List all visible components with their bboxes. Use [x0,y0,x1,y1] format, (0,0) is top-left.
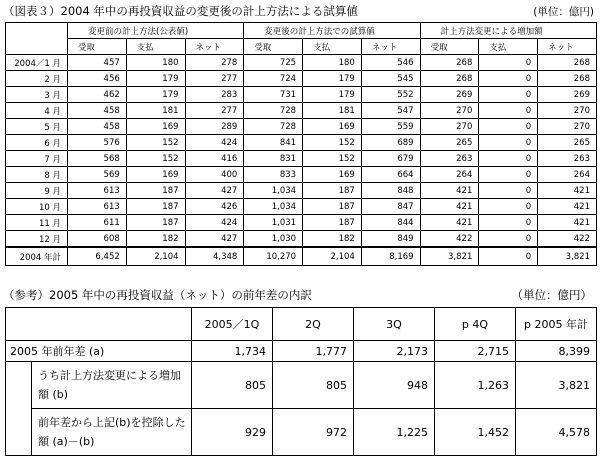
table-cell: 152 [303,151,362,167]
table-cell: 569 [68,167,127,183]
table-cell: 844 [361,215,420,231]
table-cell: 289 [185,119,244,135]
total-row [6,247,597,266]
table2-title: （参考）2005 年中の再投資収益（ネット）の前年差の内訳 [3,288,312,302]
table-cell: 263 [538,151,597,167]
table-cell: 179 [303,71,362,87]
table-cell: 731 [244,87,303,103]
table-row [6,103,597,119]
table-cell: 0 [479,151,538,167]
table-cell: 187 [303,215,362,231]
table-cell: 0 [479,135,538,151]
table-cell: 547 [361,103,420,119]
table-cell: 3,821 [516,362,597,409]
table-cell: 179 [126,87,185,103]
row-label: 10 月 [6,199,68,215]
table-row [6,199,597,215]
row-label: 5 月 [6,119,68,135]
table-cell: 421 [538,183,597,199]
subheader: 受取 [420,39,479,55]
table-cell: 559 [361,119,420,135]
row-label: 2005 年前年差 (a) [6,341,192,362]
table-cell: 948 [354,362,435,409]
table-cell: 187 [126,183,185,199]
table-cell: 424 [185,135,244,151]
table-cell: 0 [479,167,538,183]
subheader: 支払 [479,39,538,55]
table-cell: 179 [126,71,185,87]
table-cell: 268 [420,55,479,71]
table-cell: 3,821 [420,247,479,266]
group-header: 変更前の計上方法(公表値) [68,23,244,39]
table-cell: 2,173 [354,341,435,362]
corner-cell [6,23,68,55]
table-cell: 0 [479,71,538,87]
row-label: 11 月 [6,215,68,231]
column-header: 2Q [273,308,354,341]
table-cell: 0 [479,247,538,266]
table-row [6,119,597,135]
table-cell: 152 [126,151,185,167]
table-cell: 6,452 [68,247,127,266]
corner-cell [6,308,192,341]
table-cell: 847 [361,199,420,215]
table-cell: 187 [126,215,185,231]
table-cell: 848 [361,183,420,199]
table-cell: 841 [244,135,303,151]
table-cell: 805 [192,362,273,409]
table-cell: 181 [126,103,185,119]
table-cell: 421 [420,199,479,215]
table-row [6,409,597,456]
table-cell: 270 [538,119,597,135]
table-cell: 728 [244,103,303,119]
table-cell: 2,104 [126,247,185,266]
column-header: 2005／1Q [192,308,273,341]
table-cell: 269 [538,87,597,103]
table-cell: 0 [479,215,538,231]
column-header: p 2005 年計 [516,308,597,341]
table-cell: 611 [68,215,127,231]
table-cell: 1,034 [244,199,303,215]
reinvested-earnings-2005-breakdown-table [5,307,597,456]
reinvested-earnings-2004-table [5,22,597,266]
table-cell: 422 [420,231,479,248]
table-cell: 608 [68,231,127,248]
table-cell: 0 [479,199,538,215]
table-cell: 268 [538,55,597,71]
table-cell: 416 [185,151,244,167]
group-header: 変更後の計上方法での試算値 [244,23,420,39]
table-cell: 180 [126,55,185,71]
table-cell: 1,225 [354,409,435,456]
column-header: 3Q [354,308,435,341]
table-cell: 664 [361,167,420,183]
indent-cell [6,409,32,456]
row-label: 2 月 [6,71,68,87]
table-cell: 422 [538,231,597,248]
group-header: 計上方法変更による増加額 [420,23,596,39]
table-cell: 265 [538,135,597,151]
table-cell: 3,821 [538,247,597,266]
table-cell: 270 [538,103,597,119]
row-label: 2004 年計 [6,247,68,266]
table-cell: 278 [185,55,244,71]
table-cell: 169 [126,167,185,183]
table-row [6,341,597,362]
table-cell: 427 [185,183,244,199]
table-cell: 725 [244,55,303,71]
table-cell: 0 [479,87,538,103]
table-cell: 8,169 [361,247,420,266]
table-cell: 833 [244,167,303,183]
table-cell: 0 [479,119,538,135]
table-cell: 4,348 [185,247,244,266]
row-label: 3 月 [6,87,68,103]
table2-unit: （単位：億円） [511,288,592,302]
table-cell: 8,399 [516,341,597,362]
table-cell: 1,031 [244,215,303,231]
table-cell: 1,734 [192,341,273,362]
table-cell: 10,270 [244,247,303,266]
table-cell: 169 [303,119,362,135]
row-label: 12 月 [6,231,68,248]
table-cell: 277 [185,71,244,87]
table-cell: 264 [538,167,597,183]
indent-cell [6,362,32,409]
table-cell: 264 [420,167,479,183]
table-cell: 182 [303,231,362,248]
table-cell: 182 [126,231,185,248]
row-label: 8 月 [6,167,68,183]
table-row [6,231,597,248]
table-cell: 187 [126,199,185,215]
table-cell: 545 [361,71,420,87]
table-cell: 1,452 [435,409,516,456]
row-label: うち計上方法変更による増加額 (b) [32,362,192,409]
table-cell: 831 [244,151,303,167]
table-row [6,87,597,103]
table-cell: 724 [244,71,303,87]
table-row [6,362,597,409]
table-cell: 169 [303,167,362,183]
table-cell: 0 [479,183,538,199]
table-cell: 400 [185,167,244,183]
table1-title: （図表３）2004 年中の再投資収益の変更後の計上方法による試算値 [3,4,358,18]
group-header-row [6,23,597,39]
table-cell: 187 [303,199,362,215]
table-cell: 576 [68,135,127,151]
table-cell: 849 [361,231,420,248]
table-row [6,183,597,199]
table-cell: 268 [420,71,479,87]
table-cell: 421 [420,183,479,199]
table-row [6,55,597,71]
table-cell: 426 [185,199,244,215]
table-cell: 972 [273,409,354,456]
row-label: 9 月 [6,183,68,199]
subheader: ネット [361,39,420,55]
subheader: 支払 [126,39,185,55]
table-cell: 427 [185,231,244,248]
table-cell: 424 [185,215,244,231]
table-cell: 180 [303,55,362,71]
row-label: 2004／1 月 [6,55,68,71]
row-label: 6 月 [6,135,68,151]
table-cell: 458 [68,103,127,119]
subheader: 支払 [303,39,362,55]
table-cell: 458 [68,119,127,135]
subheader: 受取 [68,39,127,55]
table-cell: 270 [420,103,479,119]
table-cell: 152 [303,135,362,151]
table-cell: 0 [479,231,538,248]
column-header: p 4Q [435,308,516,341]
table-cell: 805 [273,362,354,409]
table-row [6,71,597,87]
table-cell: 2,715 [435,341,516,362]
table-cell: 1,034 [244,183,303,199]
table-cell: 169 [126,119,185,135]
subheader-row [6,39,597,55]
table-cell: 263 [420,151,479,167]
table-cell: 187 [303,183,362,199]
table-cell: 268 [538,71,597,87]
table-cell: 689 [361,135,420,151]
table-cell: 270 [420,119,479,135]
table-cell: 613 [68,183,127,199]
row-label: 4 月 [6,103,68,119]
table-cell: 1,777 [273,341,354,362]
table-row [6,167,597,183]
table-cell: 456 [68,71,127,87]
table-cell: 0 [479,103,538,119]
subheader: ネット [185,39,244,55]
table-cell: 679 [361,151,420,167]
table-cell: 179 [303,87,362,103]
table-cell: 181 [303,103,362,119]
table-cell: 421 [420,215,479,231]
table-cell: 728 [244,119,303,135]
table-row [6,151,597,167]
subheader: ネット [538,39,597,55]
table-cell: 0 [479,55,538,71]
table-cell: 277 [185,103,244,119]
table-cell: 929 [192,409,273,456]
table-cell: 462 [68,87,127,103]
table-row [6,135,597,151]
row-label: 前年差から上記(b)を控除した額 (a)－(b) [32,409,192,456]
table-cell: 552 [361,87,420,103]
table-cell: 2,104 [303,247,362,266]
table-cell: 152 [126,135,185,151]
header-row [6,308,597,341]
table-cell: 1,030 [244,231,303,248]
table-cell: 546 [361,55,420,71]
table-row [6,215,597,231]
subheader: 受取 [244,39,303,55]
table-cell: 4,578 [516,409,597,456]
row-label: 7 月 [6,151,68,167]
table-cell: 1,263 [435,362,516,409]
table-cell: 283 [185,87,244,103]
table-cell: 421 [538,199,597,215]
table-cell: 269 [420,87,479,103]
table-cell: 457 [68,55,127,71]
table-cell: 265 [420,135,479,151]
table-cell: 421 [538,215,597,231]
table-cell: 613 [68,199,127,215]
table1-unit: (単位：億円) [533,6,594,18]
table-cell: 568 [68,151,127,167]
